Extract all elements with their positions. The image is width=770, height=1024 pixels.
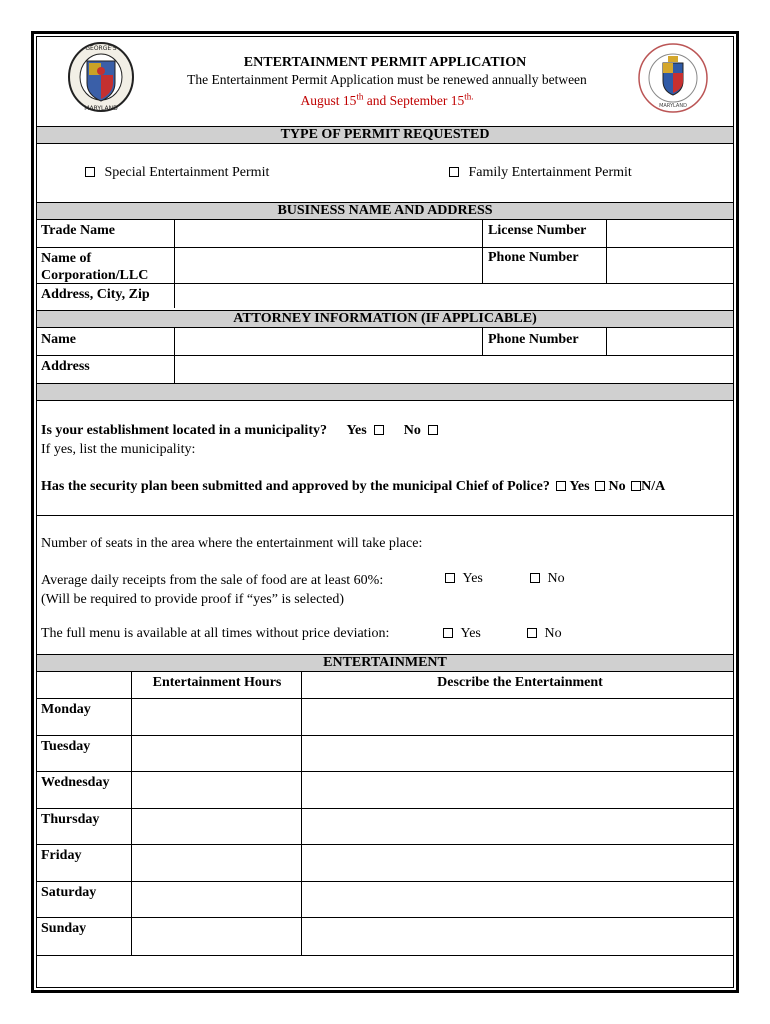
- receipts-yes-checkbox[interactable]: [445, 573, 455, 583]
- day-label-thursday: Thursday: [41, 811, 100, 827]
- receipts-line1: Average daily receipts from the sale of food are at least 60%:: [41, 573, 384, 588]
- municipality-no-checkbox[interactable]: [428, 425, 438, 435]
- day-label-friday: Friday: [41, 848, 82, 863]
- hours-field-tuesday[interactable]: [133, 736, 299, 771]
- license-number-label: License Number: [488, 223, 587, 238]
- corporation-label: [41, 250, 148, 284]
- receipts-no-label: No: [547, 571, 565, 586]
- attorney-phone-field[interactable]: [608, 328, 736, 354]
- corporation-label-line1: Name of: [41, 251, 92, 266]
- license-number-field[interactable]: [608, 220, 736, 246]
- security-na-label: N/A: [641, 479, 666, 494]
- date-start: August 15: [300, 92, 357, 108]
- attorney-name-label: Name: [41, 332, 76, 347]
- special-permit-checkbox[interactable]: [85, 167, 95, 177]
- attorney-address-label: Address: [41, 359, 90, 374]
- receipts-yes-label: Yes: [462, 571, 483, 586]
- list-municipality-label: If yes, list the municipality:: [41, 442, 196, 457]
- municipality-yes-label: Yes: [346, 423, 367, 438]
- form-title: ENTERTAINMENT PERMIT APPLICATION: [243, 55, 527, 70]
- svg-text:GEORGE'S: GEORGE'S: [85, 45, 117, 52]
- receipts-no-option[interactable]: [530, 571, 565, 587]
- hours-field-wednesday[interactable]: [133, 772, 299, 807]
- menu-no-checkbox[interactable]: [527, 628, 537, 638]
- receipts-yes-option[interactable]: [445, 571, 483, 587]
- day-label-wednesday: Wednesday: [41, 775, 110, 790]
- form-frame: [31, 31, 739, 993]
- business-address-field[interactable]: [176, 284, 736, 308]
- special-permit-option[interactable]: [85, 165, 269, 181]
- menu-yes-checkbox[interactable]: [443, 628, 453, 638]
- security-no-checkbox[interactable]: [595, 481, 605, 491]
- date-start-sup: th: [356, 91, 364, 101]
- corporation-field[interactable]: [176, 248, 481, 282]
- security-plan-text: Has the security plan been submitted and approved by the municipal Chief of Police?: [41, 479, 550, 494]
- describe-field-monday[interactable]: [303, 699, 736, 734]
- security-na-checkbox[interactable]: [631, 481, 641, 491]
- municipality-yes-checkbox[interactable]: [374, 425, 384, 435]
- receipts-line2: (Will be required to provide proof if “yes” is selected): [41, 592, 345, 607]
- attorney-name-field[interactable]: [176, 328, 481, 354]
- attorney-address-field[interactable]: [176, 356, 736, 382]
- security-yes-checkbox[interactable]: [556, 481, 566, 491]
- family-permit-label: Family Entertainment Permit: [468, 165, 632, 180]
- security-yes-label: Yes: [569, 479, 590, 494]
- menu-yes-label: Yes: [460, 626, 481, 641]
- corporation-label-line2: Corporation/LLC: [41, 268, 149, 283]
- svg-text:MARYLAND: MARYLAND: [659, 103, 687, 109]
- describe-field-friday[interactable]: [303, 845, 736, 880]
- svg-text:MARYLAND: MARYLAND: [84, 105, 118, 112]
- municipality-question-text: Is your establishment located in a municipality?: [41, 423, 327, 438]
- board-of-license-commissioners-seal: [637, 41, 709, 115]
- seats-label: Number of seats in the area where the entertainment will take place:: [41, 536, 423, 551]
- separator-band: [37, 383, 733, 401]
- address-label: Address, City, Zip: [41, 287, 150, 302]
- trade-name-label: Trade Name: [41, 223, 115, 238]
- date-end-sup: th.: [464, 91, 474, 101]
- special-permit-label: Special Entertainment Permit: [104, 165, 270, 180]
- attorney-phone-label: Phone Number: [488, 332, 579, 347]
- menu-no-label: No: [544, 626, 562, 641]
- hours-field-sunday[interactable]: [133, 918, 299, 953]
- entertainment-heading: ENTERTAINMENT: [37, 654, 733, 672]
- date-end: and September 15: [363, 92, 465, 108]
- receipts-question: [41, 571, 383, 609]
- form-subtitle: [117, 72, 657, 109]
- describe-field-thursday[interactable]: [303, 809, 736, 844]
- hours-field-saturday[interactable]: [133, 882, 299, 917]
- receipts-no-checkbox[interactable]: [530, 573, 540, 583]
- menu-no-option[interactable]: [527, 626, 562, 642]
- describe-field-saturday[interactable]: [303, 882, 736, 917]
- municipality-no-label: No: [403, 423, 421, 438]
- attorney-heading: ATTORNEY INFORMATION (IF APPLICABLE): [37, 310, 733, 328]
- family-permit-checkbox[interactable]: [449, 167, 459, 177]
- hours-column-header: Entertainment Hours: [152, 675, 282, 690]
- subtitle-dates: [300, 93, 473, 108]
- day-label-saturday: Saturday: [41, 884, 97, 900]
- family-permit-option[interactable]: [449, 165, 632, 181]
- hours-field-monday[interactable]: [133, 699, 299, 734]
- menu-yes-option[interactable]: [443, 626, 481, 642]
- business-phone-label: Phone Number: [488, 250, 579, 265]
- municipality-question: [41, 423, 438, 439]
- subtitle-line1: The Entertainment Permit Application must be renewed annually between: [187, 72, 587, 87]
- describe-field-sunday[interactable]: [303, 918, 736, 953]
- hours-field-thursday[interactable]: [133, 809, 299, 844]
- hours-field-friday[interactable]: [133, 845, 299, 880]
- describe-field-tuesday[interactable]: [303, 736, 736, 771]
- day-label-tuesday: Tuesday: [41, 738, 91, 754]
- business-phone-field[interactable]: [608, 248, 736, 282]
- day-label-sunday: Sunday: [41, 921, 87, 936]
- form-inner: [36, 36, 734, 988]
- trade-name-field[interactable]: [176, 220, 481, 246]
- business-heading: BUSINESS NAME AND ADDRESS: [37, 202, 733, 220]
- menu-question: The full menu is available at all times without price deviation:: [41, 626, 390, 641]
- permit-type-heading: TYPE OF PERMIT REQUESTED: [37, 126, 733, 144]
- describe-field-wednesday[interactable]: [303, 772, 736, 807]
- day-label-monday: Monday: [41, 702, 91, 717]
- security-plan-question: [41, 479, 665, 495]
- describe-column-header: Describe the Entertainment: [437, 675, 603, 690]
- security-no-label: No: [608, 479, 626, 494]
